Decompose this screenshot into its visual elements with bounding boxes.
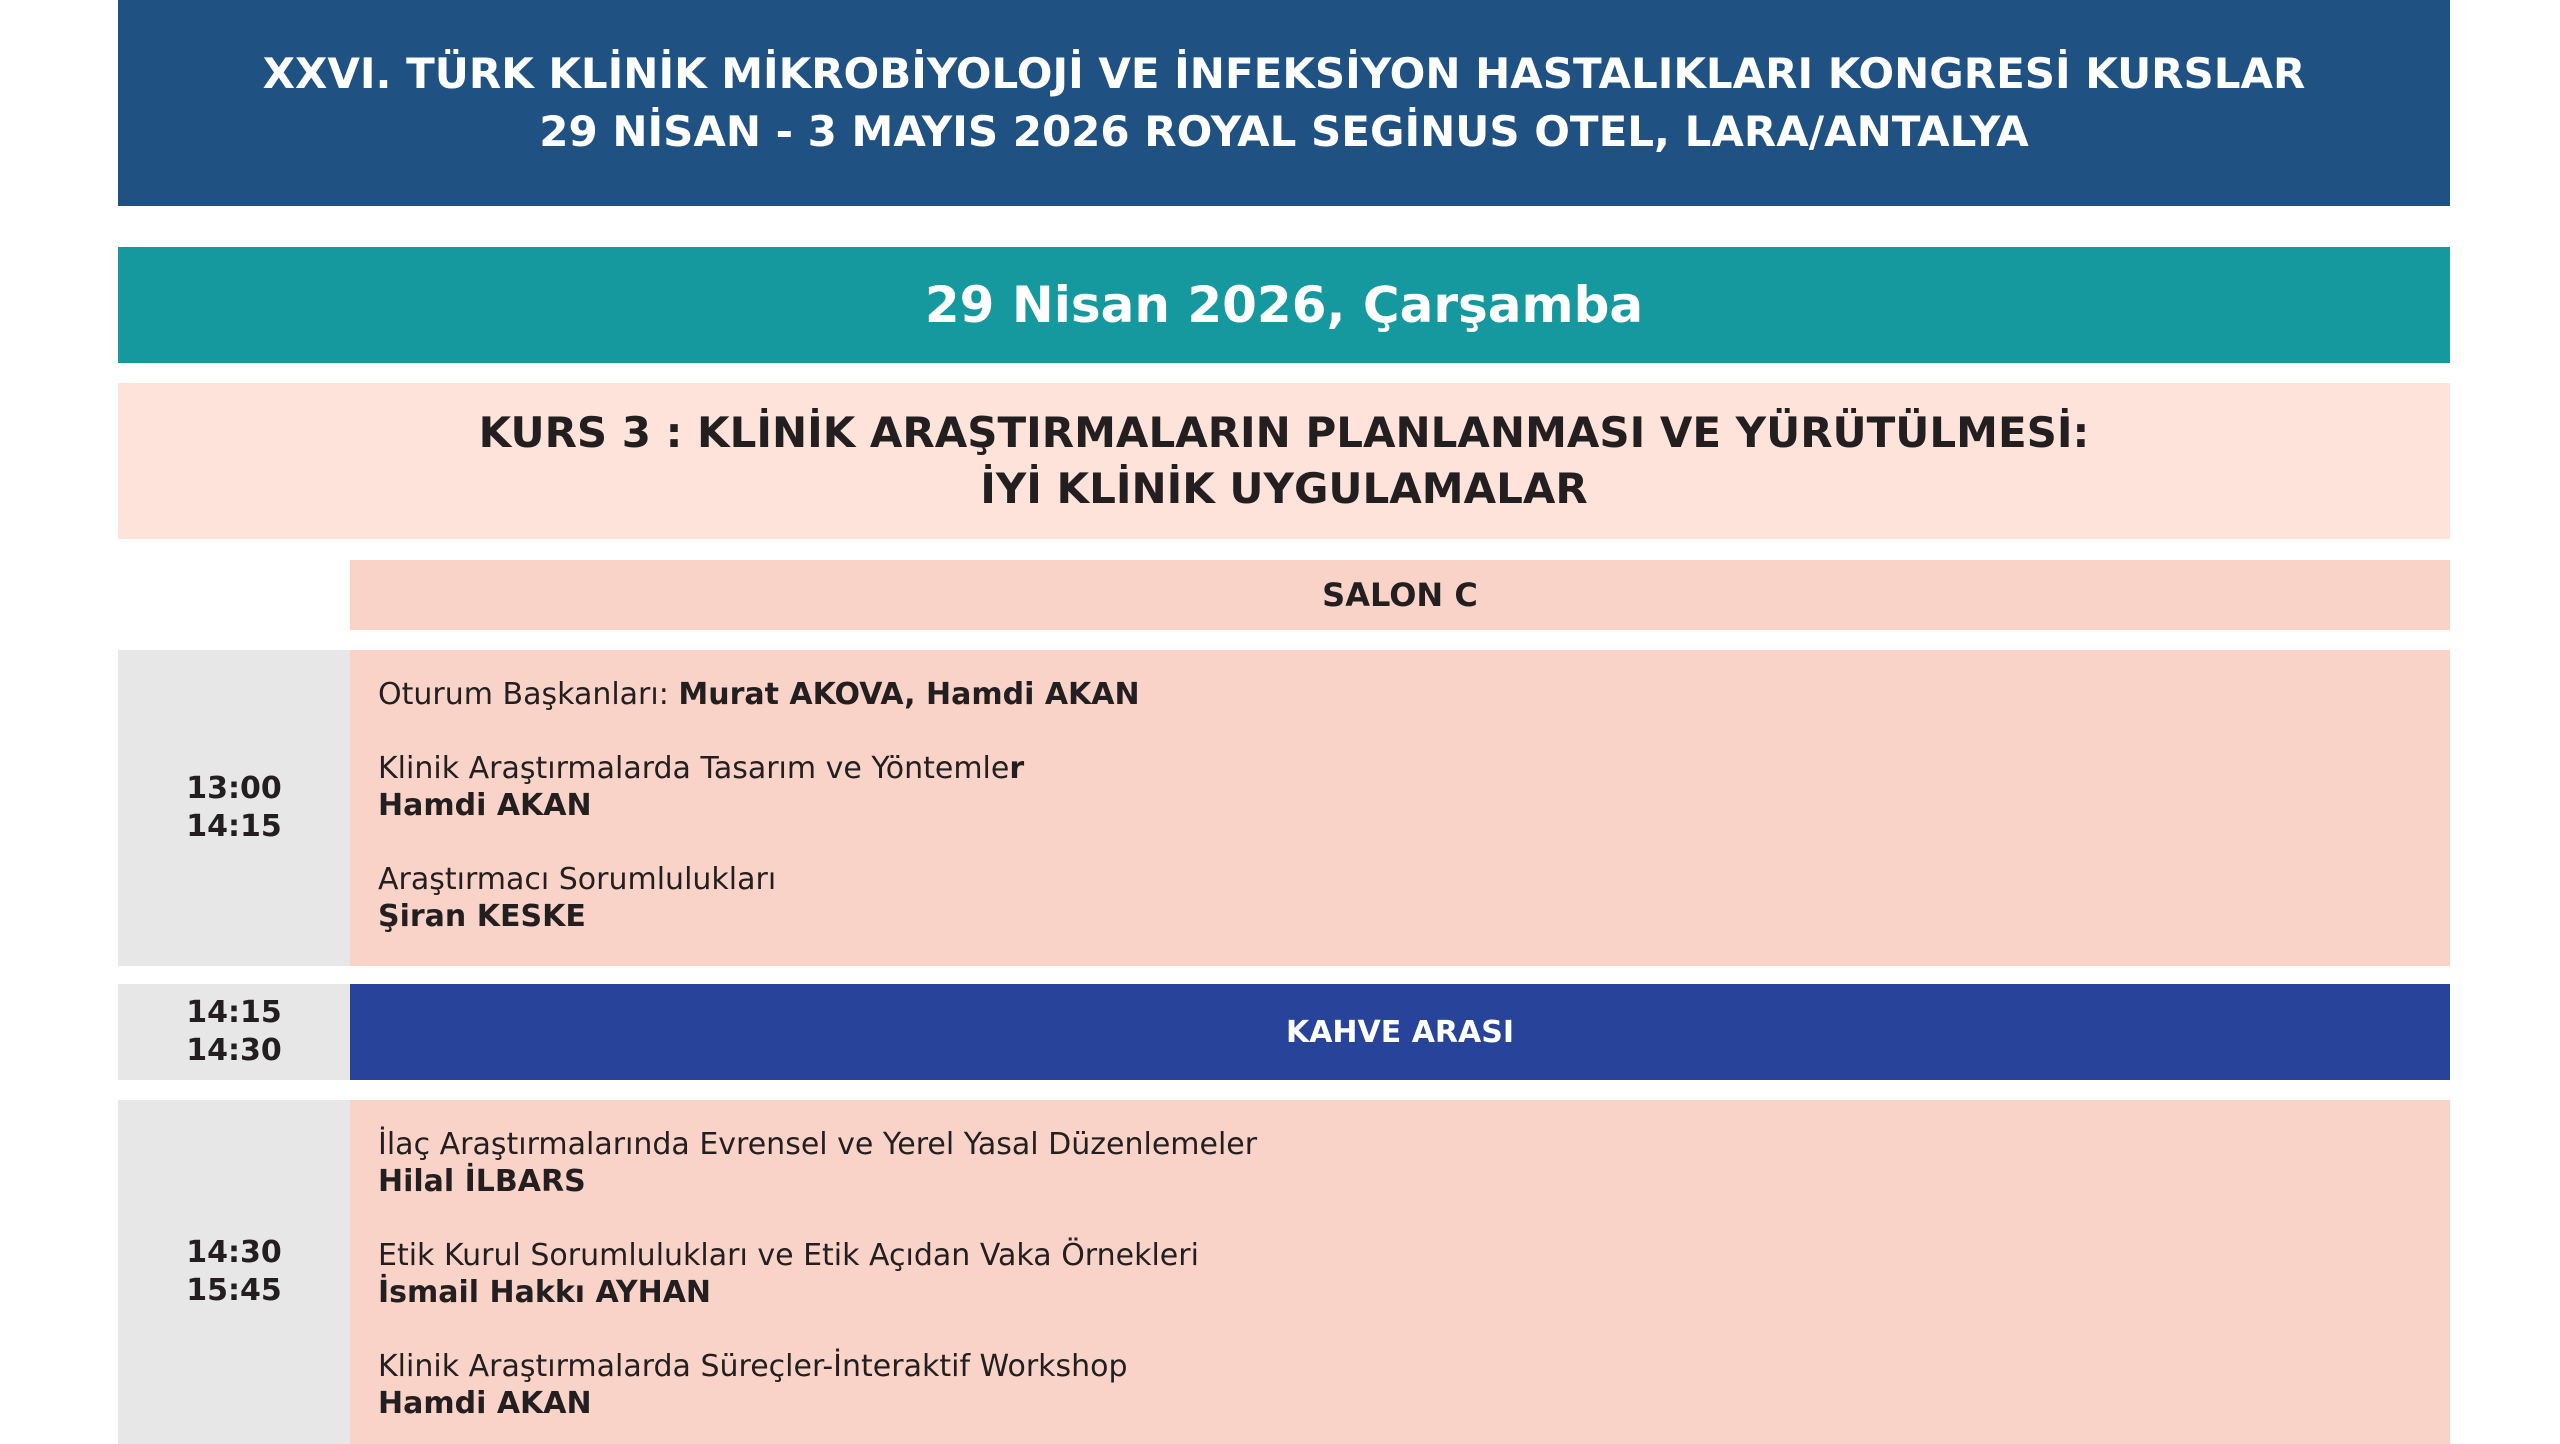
talk-title: Araştırmacı Sorumlulukları — [378, 862, 777, 897]
chairs-names: Murat AKOVA, Hamdi AKAN — [678, 677, 1140, 712]
talk-title: Klinik Araştırmalarda Süreçler-İnteraktif Workshop — [378, 1349, 1128, 1384]
session-chairs — [378, 676, 2450, 713]
talk-item — [378, 1348, 2450, 1422]
talk-speaker: Hamdi AKAN — [378, 788, 592, 823]
course-title-band — [118, 383, 2450, 539]
talk-item — [378, 1237, 2450, 1311]
coffee-break-label: KAHVE ARASI — [1285, 1014, 1515, 1050]
coffee-break-band — [350, 984, 2450, 1080]
congress-title: XXVI. TÜRK KLİNİK MİKROBİYOLOJİ VE İNFEKSİYON HASTALIKLARI KONGRESİ KURSLAR — [262, 49, 2306, 98]
chairs-label: Oturum Başkanları: — [378, 677, 679, 712]
talk-item — [378, 861, 2450, 935]
talk-speaker: Şiran KESKE — [378, 899, 586, 934]
session2-time-end: 15:45 — [186, 1273, 282, 1308]
talk-title: Etik Kurul Sorumlulukları ve Etik Açıdan Vaka Örnekleri — [378, 1238, 1199, 1273]
course-title-line1: KURS 3 : KLİNİK ARAŞTIRMALARIN PLANLANMASI VE YÜRÜTÜLMESİ: — [478, 408, 2090, 457]
session2-time-start: 14:30 — [186, 1235, 282, 1270]
session2-content — [350, 1100, 2450, 1444]
talk-title: İlaç Araştırmalarında Evrensel ve Yerel Yasal Düzenlemeler — [378, 1127, 1258, 1162]
course-title-line2: İYİ KLİNİK UYGULAMALAR — [980, 464, 1588, 513]
salon-label: SALON C — [1322, 576, 1478, 614]
salon-header — [350, 560, 2450, 630]
talk-speaker: İsmail Hakkı AYHAN — [378, 1275, 712, 1310]
session1-time-end: 14:15 — [186, 809, 282, 844]
congress-dates-venue: 29 NİSAN - 3 MAYIS 2026 ROYAL SEGİNUS OTEL, LARA/ANTALYA — [539, 107, 2029, 156]
break-time-end: 14:30 — [186, 1033, 282, 1068]
talk-item — [378, 750, 2450, 824]
talk-title: Klinik Araştırmalarda Tasarım ve Yöntemler — [378, 751, 1025, 786]
day-heading — [118, 247, 2450, 363]
session2-time-cell — [118, 1100, 350, 1444]
session1-content — [350, 650, 2450, 966]
talk-speaker: Hamdi AKAN — [378, 1386, 592, 1421]
session1-time-start: 13:00 — [186, 771, 282, 806]
break-time-cell — [118, 984, 350, 1080]
talk-item — [378, 1126, 2450, 1200]
session1-time-cell — [118, 650, 350, 966]
break-time-start: 14:15 — [186, 995, 282, 1030]
congress-banner — [118, 0, 2450, 206]
talk-speaker: Hilal İLBARS — [378, 1164, 586, 1199]
day-date: 29 Nisan 2026, Çarşamba — [924, 276, 1644, 334]
